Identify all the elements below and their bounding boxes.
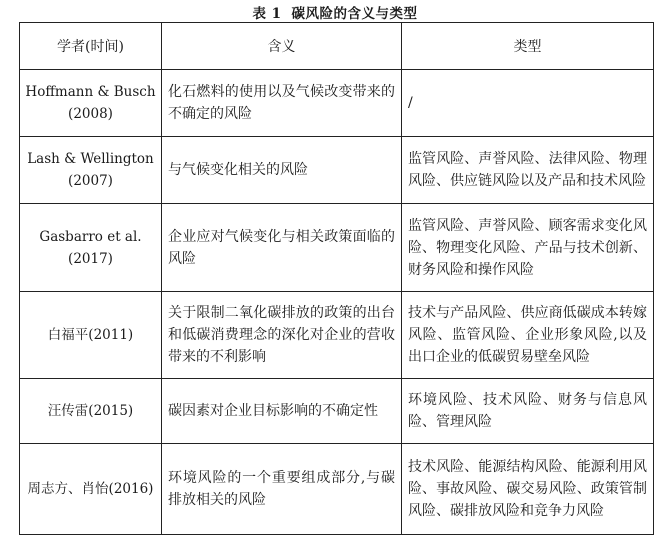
cell-meaning: 环境风险的一个重要组成部分,与碳排放相关的风险 (162, 444, 402, 535)
table-row (20, 137, 654, 204)
scholar-name: 白福平(2011) (47, 327, 134, 343)
cell-meaning: 化石燃料的使用以及气候改变带来的不确定的风险 (162, 70, 402, 137)
scholar-year: (2008) (68, 106, 113, 122)
carbon-risk-table (19, 22, 654, 535)
cell-meaning: 与气候变化相关的风险 (162, 137, 402, 204)
table-number: 表 1 (252, 6, 282, 22)
header-scholar: 学者(时间) (20, 23, 162, 70)
scholar-year: (2007) (68, 173, 113, 189)
scholar-name: 周志方、肖怡(2016) (27, 481, 154, 497)
table-row (20, 444, 654, 535)
cell-types: 监管风险、声誉风险、顾客需求变化风险、物理变化风险、产品与技术创新、财务风险和操作风险 (402, 204, 654, 292)
table-row (20, 379, 654, 444)
table-row (20, 204, 654, 292)
cell-meaning: 企业应对气候变化与相关政策面临的风险 (162, 204, 402, 292)
scholar-name: Hoffmann & Busch (25, 84, 156, 100)
table-row (20, 70, 654, 137)
cell-meaning: 碳因素对企业目标影响的不确定性 (162, 379, 402, 444)
scholar-name: Lash & Wellington (27, 151, 154, 167)
cell-scholar (20, 379, 162, 444)
scholar-name: 汪传雷(2015) (47, 403, 134, 419)
cell-types: 技术风险、能源结构风险、能源利用风险、事故风险、碳交易风险、政策管制风险、碳排放风险和竞争力风险 (402, 444, 654, 535)
cell-scholar (20, 137, 162, 204)
cell-meaning: 关于限制二氧化碳排放的政策的出台和低碳消费理念的深化对企业的营收带来的不利影响 (162, 292, 402, 379)
cell-types: 技术与产品风险、供应商低碳成本转嫁风险、监管风险、企业形象风险,以及出口企业的低碳贸易壁垒风险 (402, 292, 654, 379)
table-caption (0, 2, 670, 22)
cell-scholar (20, 204, 162, 292)
cell-scholar (20, 70, 162, 137)
cell-types: 监管风险、声誉风险、法律风险、物理风险、供应链风险以及产品和技术风险 (402, 137, 654, 204)
table-title: 碳风险的含义与类型 (291, 6, 418, 22)
header-types: 类型 (402, 23, 654, 70)
scholar-name: Gasbarro et al.(2017) (39, 228, 142, 267)
table-row (20, 292, 654, 379)
table-header-row (20, 23, 654, 70)
header-meaning: 含义 (162, 23, 402, 70)
cell-types: / (402, 70, 654, 137)
cell-scholar (20, 444, 162, 535)
cell-scholar (20, 292, 162, 379)
cell-types: 环境风险、技术风险、财务与信息风险、管理风险 (402, 379, 654, 444)
